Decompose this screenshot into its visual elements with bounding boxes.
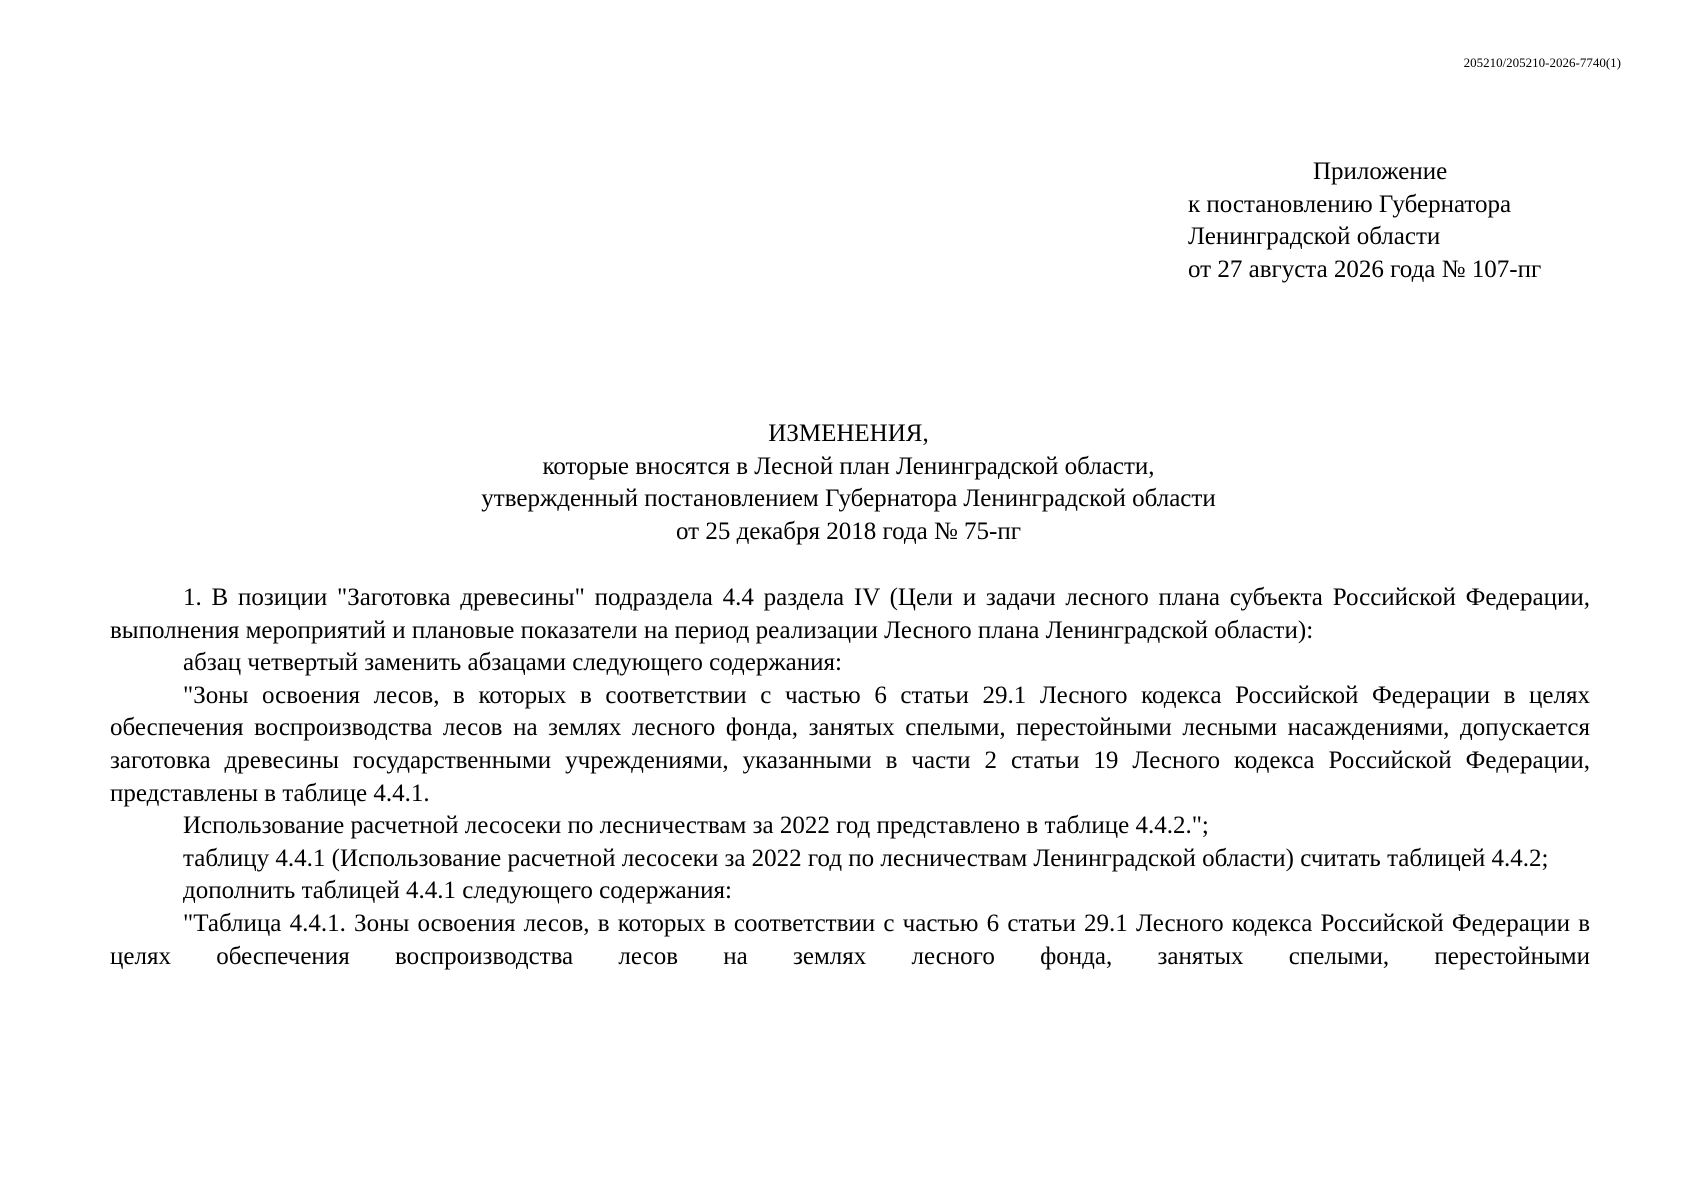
appendix-block [1188, 156, 1541, 286]
title-line: утвержденный постановлением Губернатора Ленинградской области [481, 485, 1216, 512]
body-paragraph: "Таблица 4.4.1. Зоны освоения лесов, в которых в соответствии с частью 6 статьи 29.1 Лесного кодекса Российской Федерации в целях обеспечения воспроизводства лесов на землях лесного фонда, занятых спелыми, перестойными [110, 909, 1590, 970]
title-line: от 25 декабря 2018 года № 75-пг [675, 517, 1022, 545]
body-paragraph: дополнить таблицей 4.4.1 следующего содержания: [183, 877, 732, 905]
body-paragraph: "Зоны освоения лесов, в которых в соответствии с частью 6 статьи 29.1 Лесного кодекса Российской Федерации в целях обеспечения воспроизводства лесов на землях лесного фонда, занятых спелыми, перестойными лесными насаждениями, допускается заготовка древесины государственными учреждениями, указанными в части 2 статьи 19 Лесного кодекса Российской Федерации, представлены в таблице 4.4.1. [110, 681, 1590, 807]
appendix-date-line: от 27 августа 2026 года № 107-пг [1188, 255, 1542, 283]
appendix-title: Приложение [1313, 158, 1448, 185]
registration-number: 205210/205210-2026-7740(1) [1463, 55, 1621, 70]
title-heading: ИЗМЕНЕНИЯ, [768, 420, 929, 447]
title-line: которые вносятся в Лесной план Ленинградской области, [542, 452, 1155, 480]
body-paragraph: Использование расчетной лесосеки по лесничествам за 2022 год представлено в таблице 4.4.2."; [183, 812, 1209, 840]
appendix-decree-line: к постановлению Губернатора [1188, 190, 1512, 218]
document-title [0, 418, 1697, 548]
document-body [110, 582, 1590, 973]
body-paragraph: 1. В позиции "Заготовка древесины" подраздела 4.4 раздела IV (Цели и задачи лесного плана субъекта Российской Федерации, выполнения мероприятий и плановые показатели на период реализации Лесного плана Ленинградской области): [110, 584, 1590, 644]
body-paragraph: таблицу 4.4.1 (Использование расчетной лесосеки за 2022 год по лесничествам Ленинградской области) считать таблицей 4.4.2; [183, 844, 1549, 872]
appendix-region-line: Ленинградской области [1188, 223, 1441, 250]
body-paragraph: абзац четвертый заменить абзацами следующего содержания: [183, 649, 842, 677]
